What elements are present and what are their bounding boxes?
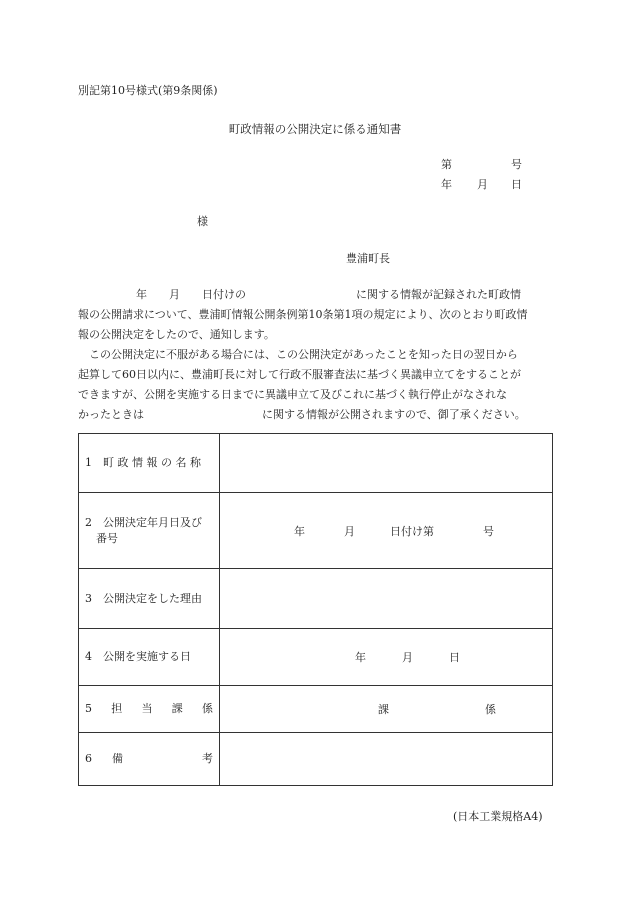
label-remarks-char1: 備 (112, 752, 123, 765)
label-section-num: 5 (85, 702, 92, 715)
label-remarks-char2: 考 (202, 752, 213, 765)
label-remarks-num: 6 (85, 752, 92, 765)
section-division: 課 (378, 703, 389, 716)
body-line-3: 報の公開決定をしたので、通知します。 (78, 328, 275, 341)
decision-year: 年 (294, 524, 305, 538)
body-year: 年 (136, 288, 147, 301)
value-remarks[interactable] (220, 733, 553, 786)
date-year-label: 年 (441, 178, 452, 191)
body-line-4 (78, 345, 553, 365)
body-line-7a: かったときは (78, 408, 144, 421)
info-table (78, 433, 553, 786)
table-row-info-name (79, 434, 553, 493)
label-section (79, 686, 220, 733)
table-row-section (79, 686, 553, 733)
body-line-1-rest: に関する情報が記録された町政情 (356, 288, 521, 301)
value-decision-date[interactable] (220, 493, 553, 569)
body-line-6: できますが、公開を実施する日までに異議申立て及びこれに基づく執行停止がなされな (78, 388, 507, 401)
addressee-suffix: 様 (197, 215, 208, 228)
body-line-7b: に関する情報が公開されますので、御了承ください。 (262, 408, 526, 421)
label-reason: 3 公開決定をした理由 (79, 569, 220, 629)
body-paragraph (78, 285, 553, 425)
label-section-char2: 当 (141, 702, 153, 715)
body-date-of: 日付けの (202, 288, 246, 301)
body-line-1 (78, 285, 553, 305)
label-decision-date-line2: 番号 (85, 531, 118, 545)
label-disclosure-date: 4 公開を実施する日 (79, 629, 220, 686)
section-subdivision: 係 (485, 703, 496, 716)
disclosure-day: 日 (449, 651, 460, 664)
form-label: 別記第10号様式(第9条関係) (78, 84, 218, 97)
value-disclosure-date[interactable] (220, 629, 553, 686)
table-row-decision-date (79, 493, 553, 569)
body-month: 月 (169, 288, 180, 301)
document-title: 町政情報の公開決定に係る通知書 (228, 122, 402, 136)
decision-month: 月 (344, 524, 355, 538)
date-day-label: 日 (511, 178, 522, 191)
body-line-7 (78, 405, 553, 425)
body-line-4-text: この公開決定に不服がある場合には、この公開決定があったことを知った日の翌日から (89, 348, 518, 361)
label-section-char3: 課 (171, 702, 183, 715)
date-month-label: 月 (477, 178, 488, 191)
body-line-2: 報の公開請求について、豊浦町情報公開条例第10条第1項の規定により、次のとおり町政情 (78, 308, 528, 321)
value-section[interactable] (220, 686, 553, 733)
decision-date-no: 日付け第 (390, 524, 434, 538)
value-reason[interactable] (220, 569, 553, 629)
table-row-remarks (79, 733, 553, 786)
body-line-5: 起算して60日以内に、豊浦町長に対して行政不服審査法に基づく異議申立てをすることが (78, 368, 521, 381)
value-info-name[interactable] (220, 434, 553, 493)
disclosure-month: 月 (402, 651, 413, 664)
label-remarks (79, 733, 220, 786)
label-decision-date-line1: 2 公開決定年月日及び (85, 515, 202, 529)
number-suffix: 号 (511, 158, 522, 171)
number-prefix: 第 (441, 158, 452, 171)
disclosure-year: 年 (355, 651, 366, 664)
table-row-disclosure-date (79, 629, 553, 686)
label-decision-date (79, 493, 220, 569)
label-section-char1: 担 (111, 702, 123, 715)
paper-size-note: (日本工業規格A4) (453, 810, 543, 823)
table-row-reason (79, 569, 553, 629)
label-info-name: 1 町 政 情 報 の 名 称 (79, 434, 220, 493)
label-section-char4: 係 (202, 702, 213, 715)
decision-number-suffix: 号 (483, 524, 494, 538)
issuer-name: 豊浦町長 (346, 252, 390, 265)
